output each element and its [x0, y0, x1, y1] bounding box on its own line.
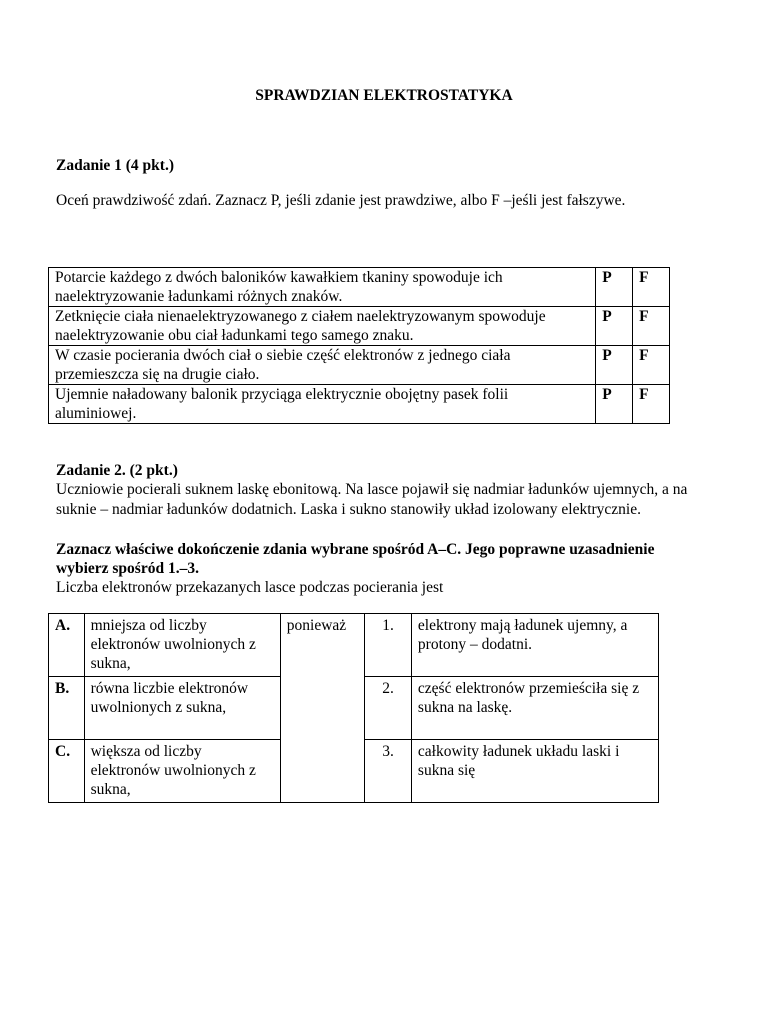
- task1-heading: Zadanie 1 (4 pkt.): [56, 157, 174, 174]
- option-text-c[interactable]: większa od liczby elektronów uwolnionych z sukna,: [84, 740, 280, 803]
- option-letter-c[interactable]: C.: [49, 740, 85, 803]
- table-row: [49, 307, 670, 346]
- option-true-3[interactable]: P: [596, 346, 633, 385]
- option-letter-b[interactable]: B.: [49, 677, 85, 740]
- reason-text-3[interactable]: całkowity ładunek układu laski i sukna się: [411, 740, 658, 803]
- option-true-1[interactable]: P: [596, 268, 633, 307]
- reason-text-1[interactable]: elektrony mają ładunek ujemny, a protony – dodatni.: [411, 614, 658, 677]
- option-true-4[interactable]: P: [596, 385, 633, 424]
- option-false-1[interactable]: F: [633, 268, 670, 307]
- because-connector: ponieważ: [280, 614, 364, 803]
- option-true-2[interactable]: P: [596, 307, 633, 346]
- option-false-2[interactable]: F: [633, 307, 670, 346]
- table-row: [49, 268, 670, 307]
- statement-3: W czasie pocierania dwóch ciał o siebie część elektronów z jednego ciała przemieszcza się na drugie ciało.: [49, 346, 596, 385]
- reason-number-2[interactable]: 2.: [365, 677, 412, 740]
- task2-question: Liczba elektronów przekazanych lasce podczas pocierania jest: [56, 579, 444, 596]
- option-text-a[interactable]: mniejsza od liczby elektronów uwolnionych z sukna,: [84, 614, 280, 677]
- task2-text: Uczniowie pocierali suknem laskę ebonitową. Na lasce pojawił się nadmiar ładunków ujemnych, a na suknie – nadmiar ładunków dodatnich. Laska i sukno stanowiły układ izolowany elektrycznie.: [56, 481, 688, 518]
- statement-1: Potarcie każdego z dwóch baloników kawałkiem tkaniny spowoduje ich naelektryzowanie ładunkami różnych znaków.: [49, 268, 596, 307]
- statement-2: Zetknięcie ciała nienaelektryzowanego z ciałem naelektryzowanym spowoduje naelektryzowanie obu ciał ładunkami tego samego znaku.: [49, 307, 596, 346]
- reason-text-2[interactable]: część elektronów przemieściła się z sukna na laskę.: [411, 677, 658, 740]
- statement-4: Ujemnie naładowany balonik przyciąga elektrycznie obojętny pasek folii aluminiowej.: [49, 385, 596, 424]
- reason-number-1[interactable]: 1.: [365, 614, 412, 677]
- page-title: SPRAWDZIAN ELEKTROSTATYKA: [255, 87, 513, 104]
- task1-instruction: Oceń prawdziwość zdań. Zaznacz P, jeśli zdanie jest prawdziwe, albo F –jeśli jest fałszywe.: [56, 192, 626, 209]
- option-false-4[interactable]: F: [633, 385, 670, 424]
- true-false-table: [48, 267, 670, 424]
- multiple-choice-table: [48, 613, 659, 803]
- option-text-b[interactable]: równa liczbie elektronów uwolnionych z sukna,: [84, 677, 280, 740]
- task2-instruction: Zaznacz właściwe dokończenie zdania wybrane spośród A–C. Jego poprawne uzasadnienie wybierz spośród 1.–3.: [56, 541, 655, 577]
- option-letter-a[interactable]: A.: [49, 614, 85, 677]
- table-row: [49, 346, 670, 385]
- table-row: [49, 385, 670, 424]
- reason-number-3[interactable]: 3.: [365, 740, 412, 803]
- table-row: [49, 614, 659, 677]
- option-false-3[interactable]: F: [633, 346, 670, 385]
- task2-heading: Zadanie 2. (2 pkt.): [56, 462, 178, 479]
